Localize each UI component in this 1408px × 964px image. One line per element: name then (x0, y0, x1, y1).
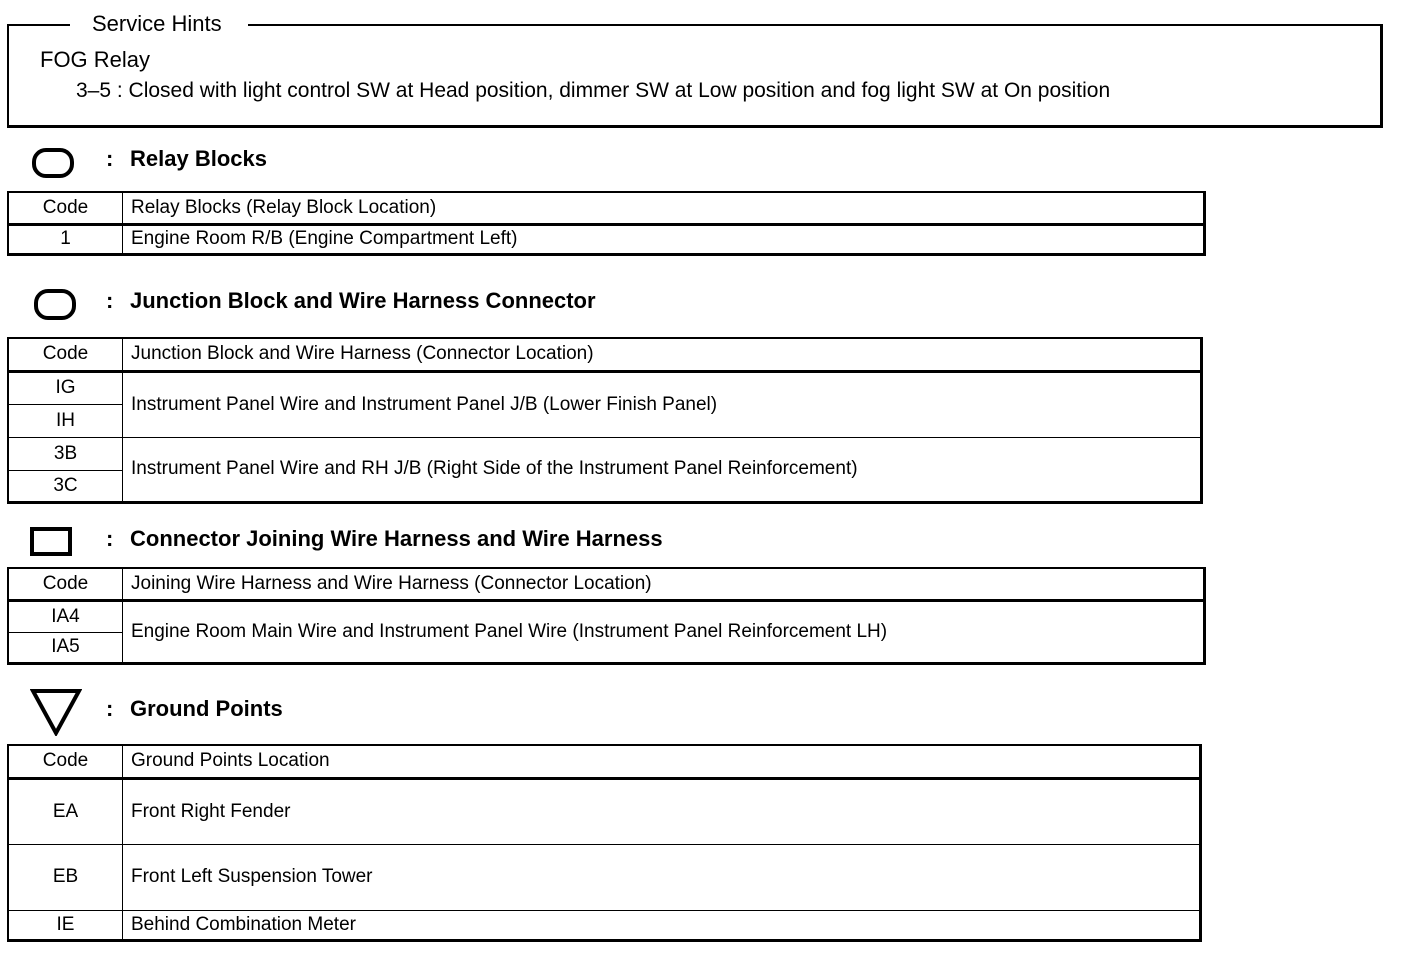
oval-icon (32, 148, 74, 178)
table-row (8, 844, 1201, 910)
row-code: EB (8, 844, 123, 910)
table-row (8, 778, 1201, 844)
relay-blocks-title: Relay Blocks (130, 146, 267, 171)
header-location: Junction Block and Wire Harness (Connector Location) (123, 338, 1202, 371)
heading-colon: : (106, 288, 114, 313)
table-row (8, 224, 1205, 254)
row-code: IE (8, 910, 123, 940)
header-location: Ground Points Location (123, 745, 1201, 778)
header-code: Code (8, 568, 123, 600)
row-description: Behind Combination Meter (123, 910, 1201, 940)
relay-blocks-table (7, 191, 1206, 256)
table-row (8, 600, 1205, 632)
row-code: IA4 (8, 600, 123, 632)
heading-colon: : (106, 526, 114, 551)
header-code: Code (8, 192, 123, 224)
oval-icon (34, 289, 76, 320)
row-description: Engine Room Main Wire and Instrument Panel Wire (Instrument Panel Reinforcement LH) (123, 600, 1205, 663)
row-description: Instrument Panel Wire and RH J/B (Right Side of the Instrument Panel Reinforcement) (123, 437, 1202, 502)
header-code: Code (8, 338, 123, 371)
connector-joining-table (7, 567, 1206, 665)
header-location: Relay Blocks (Relay Block Location) (123, 192, 1205, 224)
service-hints-title: Service Hints (70, 10, 248, 38)
service-hints-line: 3–5 : Closed with light control SW at Head position, dimmer SW at Low position and fog light SW at On position (76, 79, 1111, 102)
row-code: EA (8, 778, 123, 844)
row-code: 3C (8, 470, 123, 502)
row-description: Front Right Fender (123, 778, 1201, 844)
table-header-row (8, 338, 1202, 371)
table-row (8, 437, 1202, 470)
row-code: IA5 (8, 632, 123, 663)
row-description: Instrument Panel Wire and Instrument Panel J/B (Lower Finish Panel) (123, 371, 1202, 437)
heading-colon: : (106, 146, 114, 171)
row-description: Front Left Suspension Tower (123, 844, 1201, 910)
table-header-row (8, 745, 1201, 778)
row-code: 3B (8, 437, 123, 470)
header-location: Joining Wire Harness and Wire Harness (Connector Location) (123, 568, 1205, 600)
junction-block-title: Junction Block and Wire Harness Connector (130, 288, 596, 313)
row-code: IG (8, 371, 123, 404)
row-description: Engine Room R/B (Engine Compartment Left) (123, 224, 1205, 254)
service-hints-box (7, 24, 1383, 128)
ground-points-table (7, 744, 1202, 942)
heading-colon: : (106, 696, 114, 721)
ground-points-title: Ground Points (130, 696, 283, 721)
row-code: IH (8, 404, 123, 437)
triangle-down-icon (30, 688, 82, 736)
rectangle-icon (30, 527, 72, 556)
junction-block-table (7, 337, 1203, 504)
service-hints-subtitle: FOG Relay (40, 47, 151, 72)
table-row (8, 910, 1201, 940)
connector-joining-title: Connector Joining Wire Harness and Wire Harness (130, 526, 663, 551)
table-row (8, 371, 1202, 404)
row-code: 1 (8, 224, 123, 254)
table-header-row (8, 568, 1205, 600)
table-header-row (8, 192, 1205, 224)
header-code: Code (8, 745, 123, 778)
